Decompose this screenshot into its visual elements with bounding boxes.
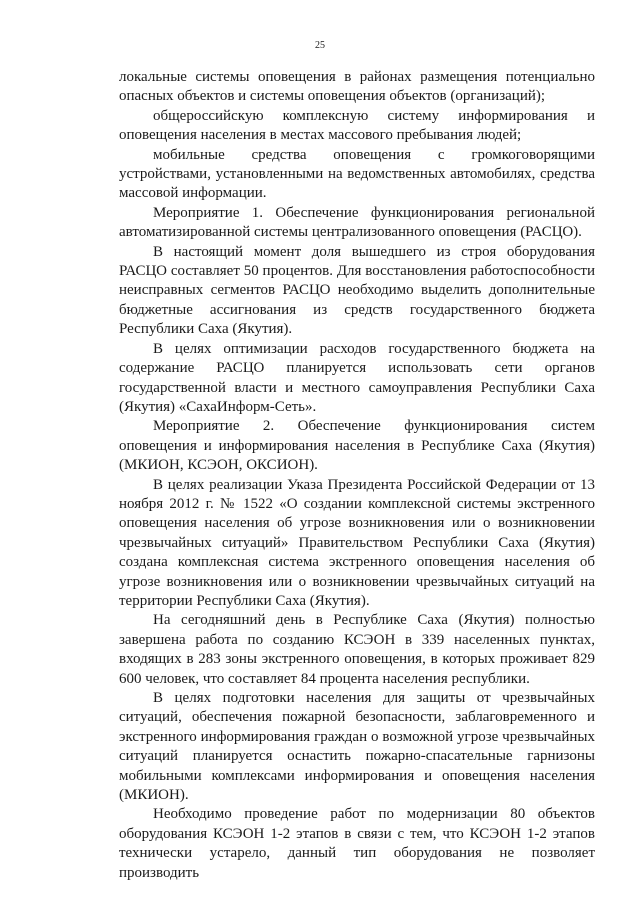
paragraph: В целях оптимизации расходов государственного бюджета на содержание РАСЦО планируется использовать сети органов государственной власти и местного самоуправления Республики Саха (Якутия) «СахаИнформ-Сеть». [119, 340, 595, 415]
paragraph: Мероприятие 2. Обеспечение функционирования систем оповещения и информирования населения в Республике Саха (Якутия) (МКИОН, КСЭОН, ОКСИОН). [119, 418, 595, 474]
paragraph: Необходимо проведение работ по модернизации 80 объектов оборудования КСЭОН 1-2 этапов в связи с тем, что КСЭОН 1-2 этапов технически устарело, данный тип оборудования не позволяет производить [119, 806, 595, 881]
page-number: 25 [315, 40, 325, 51]
paragraph: локальные системы оповещения в районах размещения потенциально опасных объектов и системы оповещения объектов (организаций); [119, 69, 595, 105]
paragraph: В целях реализации Указа Президента Российской Федерации от 13 ноября 2012 г. № 1522 «О создании комплексной системы экстренного оповещения населения об угрозе возникновения или о возникновении чрезвычайных ситуаций» Правительством Республики Саха (Якутия) создана комплексная система экстренного оповещения населения об угрозе возникновения или о возникновении чрезвычайных ситуаций на территории Республики Саха (Якутия). [119, 476, 595, 609]
body-text [119, 68, 595, 883]
paragraph: Мероприятие 1. Обеспечение функционирования региональной автоматизированной системы централизованного оповещения (РАСЦО). [119, 204, 595, 241]
paragraph: На сегодняшний день в Республике Саха (Якутия) полностью завершена работа по созданию КСЭОН в 339 населенных пунктах, входящих в 283 зоны экстренного оповещения, в которых проживает 829 600 человек, что составляет 84 процента населения республики. [119, 612, 595, 687]
paragraph: В целях подготовки населения для защиты от чрезвычайных ситуаций, обеспечения пожарной безопасности, заблаговременного и экстренного информирования граждан о возможной угрозе чрезвычайных ситуаций планируется оснастить пожарно-спасательные гарнизоны мобильными комплексами информирования и оповещения населения (МКИОН). [119, 690, 595, 804]
paragraph: В настоящий момент доля вышедшего из строя оборудования РАСЦО составляет 50 процентов. Для восстановления работоспособности неисправных сегментов РАСЦО необходимо выделить дополнительные бюджетные ассигнования из средств государственного бюджета Республики Саха (Якутия). [119, 243, 595, 338]
paragraph: мобильные средства оповещения с громкоговорящими устройствами, установленными на ведомственных автомобилях, средства массовой информации. [119, 146, 595, 202]
paragraph: общероссийскую комплексную систему информирования и оповещения населения в местах массового пребывания людей; [119, 107, 595, 144]
